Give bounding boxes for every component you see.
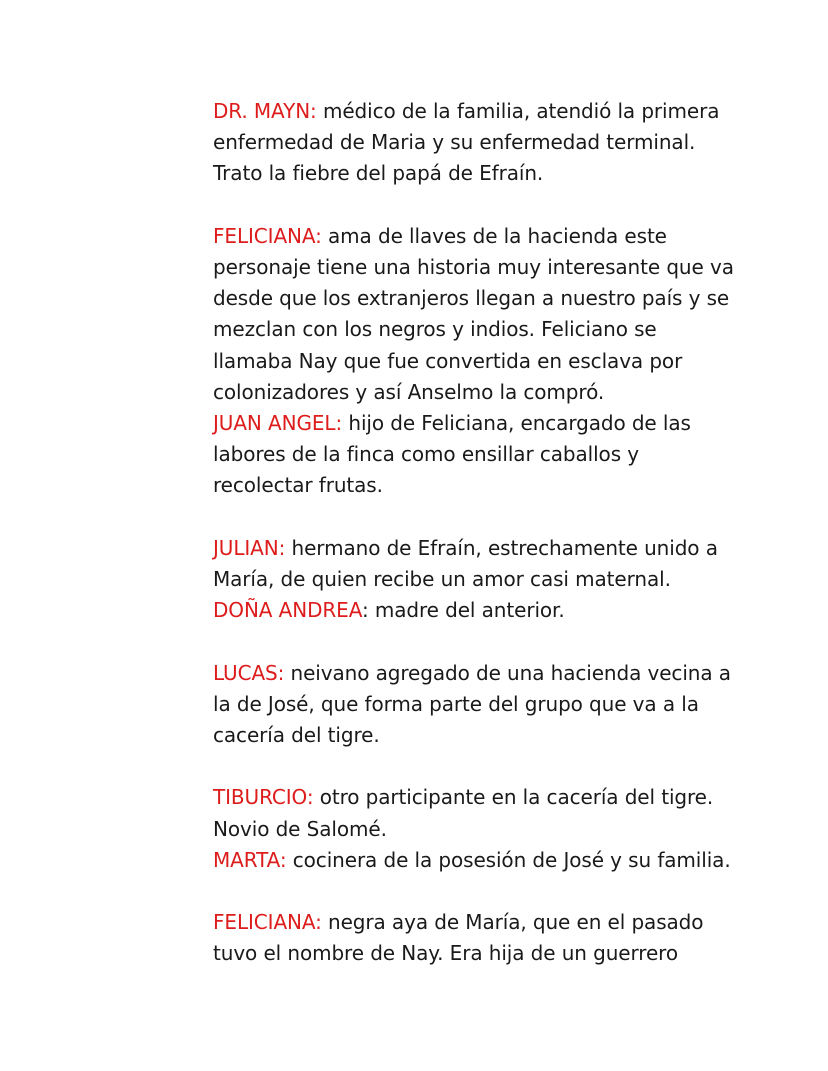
entry-line: recolectar frutas. xyxy=(213,473,383,498)
character-name: FELICIANA: xyxy=(213,223,322,248)
entry-line xyxy=(213,595,733,626)
entry-line: la de José, que forma parte del grupo que va a la xyxy=(213,691,699,716)
character-name: JUAN ANGEL: xyxy=(213,411,343,436)
entry-line xyxy=(213,907,733,938)
entry-line: cacería del tigre. xyxy=(213,723,380,748)
character-description: hijo de Feliciana, encargado de las xyxy=(342,411,691,436)
entry-line: mezclan con los negros y indios. Feliciano se xyxy=(213,317,657,342)
entry-line xyxy=(213,96,733,127)
character-name: TIBURCIO: xyxy=(213,785,314,810)
character-description: otro participante en la cacería del tigre. xyxy=(313,785,714,810)
entry-line: Trato la fiebre del papá de Efraín. xyxy=(213,161,544,186)
character-description: negra aya de María, que en el pasado xyxy=(321,910,704,935)
character-name: DR. MAYN: xyxy=(213,99,317,123)
entry-line: llamaba Nay que fue convertida en esclava por xyxy=(213,348,683,373)
character-description: hermano de Efraín, estrechamente unido a xyxy=(285,535,718,560)
entry-line xyxy=(213,845,733,876)
entry-line xyxy=(213,782,733,813)
character-list xyxy=(213,96,733,970)
character-name: DOÑA ANDREA xyxy=(213,598,362,623)
entry-line: desde que los extranjeros llegan a nuestro país y se xyxy=(213,286,730,311)
entry-line xyxy=(213,408,733,439)
character-description: médico de la familia, atendió la primera xyxy=(316,99,720,123)
character-entry-tiburcio xyxy=(213,782,733,844)
paragraph-gap xyxy=(213,626,733,657)
entry-line: personaje tiene una historia muy interesante que va xyxy=(213,255,734,279)
entry-line: enfermedad de Maria y su enfermedad terminal. xyxy=(213,130,696,155)
entry-line: colonizadores y así Anselmo la compró. xyxy=(213,379,605,404)
paragraph-gap xyxy=(213,751,733,782)
paragraph-gap xyxy=(213,190,733,221)
character-name: FELICIANA: xyxy=(213,910,322,935)
character-description: cocinera de la posesión de José y su familia. xyxy=(286,847,731,872)
character-entry-dr-mayn xyxy=(213,96,733,190)
paragraph-gap xyxy=(213,876,733,907)
entry-line: Novio de Salomé. xyxy=(213,816,387,841)
character-entry-lucas xyxy=(213,658,733,752)
character-entry-julian xyxy=(213,533,733,595)
character-description: ama de llaves de la hacienda este xyxy=(321,223,667,248)
entry-line xyxy=(213,658,733,689)
entry-line xyxy=(213,221,733,252)
entry-line: tuvo el nombre de Nay. Era hija de un guerrero xyxy=(213,941,678,966)
character-entry-feliciana xyxy=(213,221,733,408)
character-description: : madre del anterior. xyxy=(361,598,565,623)
character-entry-marta xyxy=(213,845,733,876)
entry-line: labores de la finca como ensillar caballos y xyxy=(213,442,640,467)
character-description: neivano agregado de una hacienda vecina a xyxy=(284,660,731,685)
character-name: LUCAS: xyxy=(213,660,285,685)
character-entry-juan-angel xyxy=(213,408,733,502)
character-entry-dona-andrea xyxy=(213,595,733,626)
entry-line: María, de quien recibe un amor casi maternal. xyxy=(213,567,671,592)
character-name: MARTA: xyxy=(213,847,287,872)
character-entry-feliciana-aya xyxy=(213,907,733,969)
entry-line xyxy=(213,533,733,564)
character-name: JULIAN: xyxy=(213,535,286,560)
paragraph-gap xyxy=(213,502,733,533)
